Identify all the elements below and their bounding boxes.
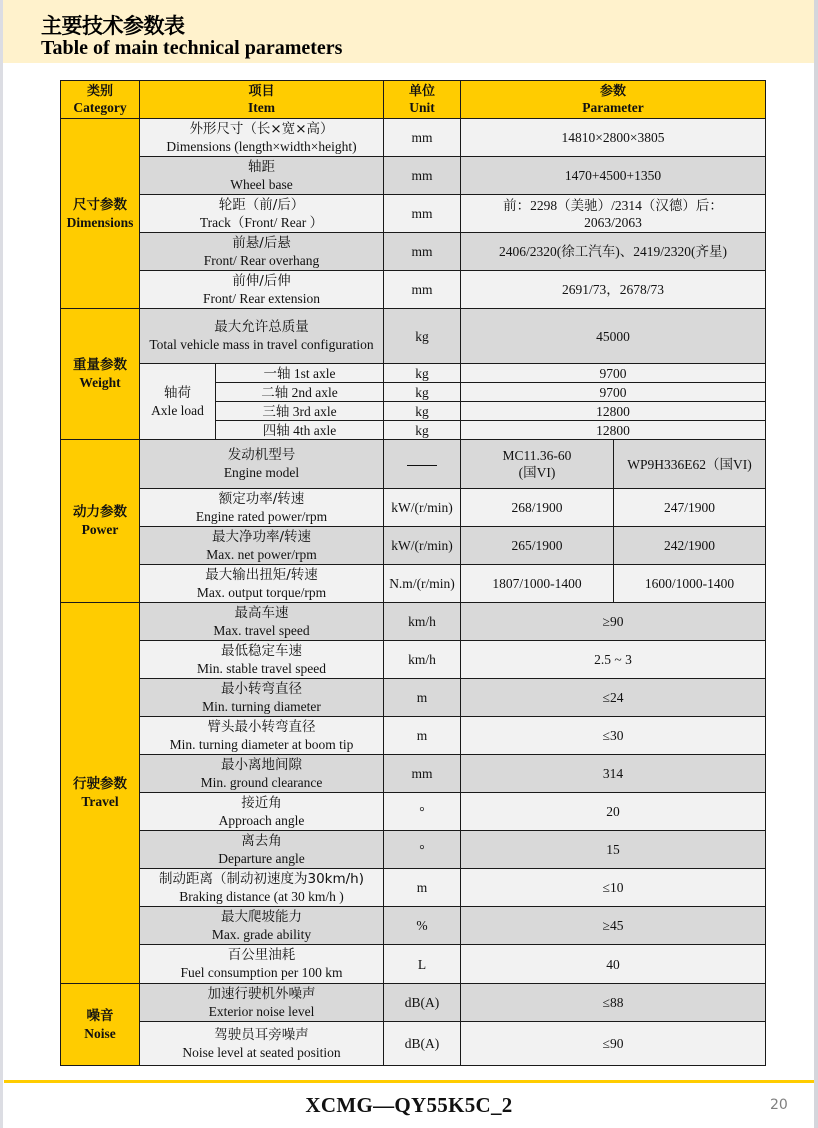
- value-cell: 2.5 ~ 3: [461, 641, 766, 679]
- page-title-cn: 主要技术参数表: [41, 14, 185, 38]
- scrollbar-track[interactable]: [814, 0, 818, 1128]
- value-cell: 9700: [461, 364, 766, 383]
- category-power: 动力参数 Power: [61, 440, 140, 603]
- header-item: 项目 Item: [140, 81, 384, 119]
- value-cell: ≤30: [461, 717, 766, 755]
- item-cell: 外形尺寸（长×宽×高） Dimensions (length×width×height): [140, 119, 384, 157]
- item-cell: 最大爬坡能力 Max. grade ability: [140, 907, 384, 945]
- table-row: [61, 309, 766, 364]
- table-row: [61, 907, 766, 945]
- value-cell-b: WP9H336E62（国VI): [614, 440, 766, 489]
- table-row: [61, 195, 766, 233]
- unit-cell: mm: [384, 157, 461, 195]
- item-cell: 驾驶员耳旁噪声 Noise level at seated position: [140, 1022, 384, 1066]
- value-cell: 45000: [461, 309, 766, 364]
- unit-cell: km/h: [384, 641, 461, 679]
- item-cell: 最高车速 Max. travel speed: [140, 603, 384, 641]
- value-cell: ≤88: [461, 984, 766, 1022]
- unit-cell: kg: [384, 364, 461, 383]
- category-travel: 行驶参数 Travel: [61, 603, 140, 984]
- axle-item: 四轴 4th axle: [216, 421, 384, 440]
- value-cell-b: 242/1900: [614, 527, 766, 565]
- unit-cell: dB(A): [384, 1022, 461, 1066]
- item-cell: 发动机型号 Engine model: [140, 440, 384, 489]
- dash-line: [407, 465, 437, 466]
- item-cell: 最低稳定车速 Min. stable travel speed: [140, 641, 384, 679]
- axle-item: 二轴 2nd axle: [216, 383, 384, 402]
- category-noise: 噪音 Noise: [61, 984, 140, 1066]
- table-row: [61, 717, 766, 755]
- item-cell: 离去角 Departure angle: [140, 831, 384, 869]
- table-row: [61, 157, 766, 195]
- item-cell: 最小离地间隙 Min. ground clearance: [140, 755, 384, 793]
- title-band: [3, 0, 814, 63]
- value-cell: 40: [461, 945, 766, 984]
- value-cell: ≥90: [461, 603, 766, 641]
- unit-cell: dB(A): [384, 984, 461, 1022]
- unit-cell: mm: [384, 119, 461, 157]
- unit-cell: N.m/(r/min): [384, 565, 461, 603]
- item-cell: 制动距离（制动初速度为30km/h) Braking distance (at 30 km/h ): [140, 869, 384, 907]
- item-cell: 加速行驶机外噪声 Exterior noise level: [140, 984, 384, 1022]
- header-parameter: 参数 Parameter: [461, 81, 766, 119]
- value-cell: ≤24: [461, 679, 766, 717]
- item-cell: 臂头最小转弯直径 Min. turning diameter at boom tip: [140, 717, 384, 755]
- category-dimensions: 尺寸参数 Dimensions: [61, 119, 140, 309]
- footer-divider: [4, 1080, 814, 1083]
- table-row: [61, 271, 766, 309]
- unit-cell: %: [384, 907, 461, 945]
- table-row: [61, 119, 766, 157]
- item-cell: 最大允许总质量 Total vehicle mass in travel configuration: [140, 309, 384, 364]
- page-number: 20: [770, 1097, 788, 1113]
- value-cell: ≤90: [461, 1022, 766, 1066]
- unit-cell: kg: [384, 402, 461, 421]
- item-cell: 最小转弯直径 Min. turning diameter: [140, 679, 384, 717]
- table-row: [61, 869, 766, 907]
- value-cell: 12800: [461, 421, 766, 440]
- table-row: [61, 984, 766, 1022]
- axle-load-label: 轴荷 Axle load: [140, 364, 216, 440]
- value-cell: 12800: [461, 402, 766, 421]
- value-cell: 前：2298（美驰）/2314（汉德）后： 2063/2063: [461, 195, 766, 233]
- header-unit: 单位 Unit: [384, 81, 461, 119]
- value-cell: 14810×2800×3805: [461, 119, 766, 157]
- value-cell: ≤10: [461, 869, 766, 907]
- value-cell-b: 1600/1000-1400: [614, 565, 766, 603]
- unit-cell: m: [384, 717, 461, 755]
- table-row: [61, 755, 766, 793]
- item-cell: 前伸/后伸 Front/ Rear extension: [140, 271, 384, 309]
- table-row: [61, 831, 766, 869]
- item-cell: 百公里油耗 Fuel consumption per 100 km: [140, 945, 384, 984]
- unit-cell: °: [384, 793, 461, 831]
- unit-cell: mm: [384, 271, 461, 309]
- unit-cell: mm: [384, 233, 461, 271]
- value-cell-b: 247/1900: [614, 489, 766, 527]
- page-title-en: Table of main technical parameters: [41, 37, 343, 59]
- value-cell: 9700: [461, 383, 766, 402]
- unit-cell: kg: [384, 421, 461, 440]
- unit-cell: kg: [384, 309, 461, 364]
- unit-cell: m: [384, 869, 461, 907]
- axle-item: 三轴 3rd axle: [216, 402, 384, 421]
- table-row: [61, 527, 766, 565]
- table-row: [61, 565, 766, 603]
- item-cell: 接近角 Approach angle: [140, 793, 384, 831]
- value-cell: 314: [461, 755, 766, 793]
- item-cell: 轴距 Wheel base: [140, 157, 384, 195]
- table-row: [61, 440, 766, 489]
- table-row: [61, 364, 766, 383]
- page-left-edge: [0, 0, 3, 1128]
- item-cell: 最大输出扭矩/转速 Max. output torque/rpm: [140, 565, 384, 603]
- table-row: [61, 793, 766, 831]
- table-row: [61, 603, 766, 641]
- unit-cell: kg: [384, 383, 461, 402]
- item-cell: 前悬/后悬 Front/ Rear overhang: [140, 233, 384, 271]
- value-cell: 1470+4500+1350: [461, 157, 766, 195]
- unit-cell: km/h: [384, 603, 461, 641]
- table-row: [61, 489, 766, 527]
- value-cell-a: 1807/1000-1400: [461, 565, 614, 603]
- unit-cell: °: [384, 831, 461, 869]
- unit-cell: L: [384, 945, 461, 984]
- value-cell-a: 265/1900: [461, 527, 614, 565]
- value-cell: 2691/73，2678/73: [461, 271, 766, 309]
- item-cell: 轮距（前/后） Track（Front/ Rear ）: [140, 195, 384, 233]
- value-cell: 20: [461, 793, 766, 831]
- table-row: [61, 233, 766, 271]
- table-row: [61, 1022, 766, 1066]
- value-cell: ≥45: [461, 907, 766, 945]
- technical-parameters-table: [60, 80, 766, 1066]
- value-cell-a: 268/1900: [461, 489, 614, 527]
- value-cell-a: MC11.36-60 (国VI): [461, 440, 614, 489]
- table-row: [61, 945, 766, 984]
- category-weight: 重量参数 Weight: [61, 309, 140, 440]
- item-cell: 最大净功率/转速 Max. net power/rpm: [140, 527, 384, 565]
- footer-model-name: XCMG—QY55K5C_2: [305, 1093, 513, 1117]
- unit-cell: kW/(r/min): [384, 527, 461, 565]
- axle-item: 一轴 1st axle: [216, 364, 384, 383]
- unit-cell: mm: [384, 195, 461, 233]
- value-cell: 2406/2320(徐工汽车)、2419/2320(齐星): [461, 233, 766, 271]
- table-header-row: [61, 81, 766, 119]
- unit-cell: kW/(r/min): [384, 489, 461, 527]
- unit-cell: m: [384, 679, 461, 717]
- table-row: [61, 679, 766, 717]
- unit-cell: mm: [384, 755, 461, 793]
- unit-cell: [384, 440, 461, 489]
- value-cell: 15: [461, 831, 766, 869]
- table-row: [61, 641, 766, 679]
- item-cell: 额定功率/转速 Engine rated power/rpm: [140, 489, 384, 527]
- header-category: 类别 Category: [61, 81, 140, 119]
